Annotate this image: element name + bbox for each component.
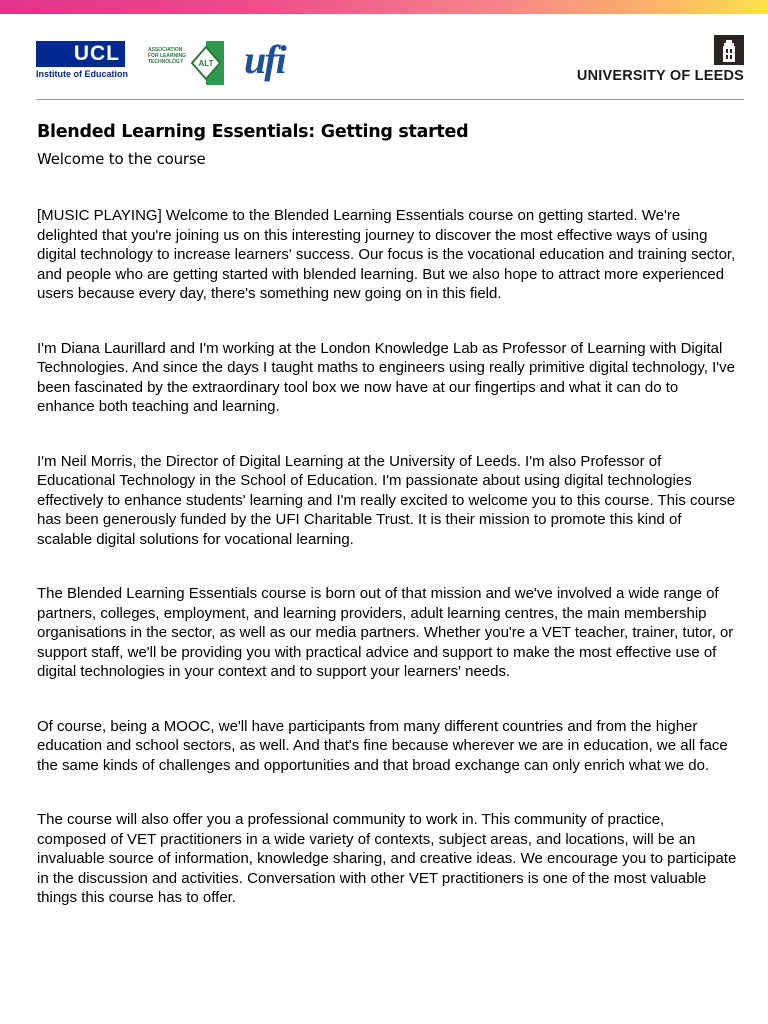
document-subtitle: Welcome to the course [37, 150, 206, 168]
alt-logo-icon [190, 41, 224, 85]
ucl-logo-mark [36, 41, 125, 67]
ufi-logo [244, 36, 296, 86]
ucl-subtitle: Institute of Education [36, 69, 128, 79]
alt-logo-mark-text: ALT [198, 59, 214, 68]
header-divider [36, 99, 744, 100]
paragraph: [MUSIC PLAYING] Welcome to the Blended Learning Essentials course on getting started. We're delighted that you're joining us on this interesting journey to discover the most effective ways of using digital technology to increase learners' success. Our focus is the vocational education and training sector, and people who are getting started with blended learning. But we also hope to attract more experienced users because every day, there's something new going on in this field. [37, 207, 736, 302]
leeds-tower-icon [714, 35, 744, 65]
paragraph: The course will also offer you a professional community to work in. This community of practice, composed of VET practitioners in a wide variety of contexts, subject areas, and locations, will be an invaluable source of information, knowledge sharing, and creative ideas. We encourage you to participate in the discussion and activities. Conversation with other VET practitioners is one of the most valuable things this course has to offer. [37, 811, 737, 906]
alt-logo [148, 41, 224, 85]
leeds-logo-text: UNIVERSITY OF LEEDS [576, 68, 744, 84]
paragraph: I'm Neil Morris, the Director of Digital Learning at the University of Leeds. I'm also Professor of Educational Technology in the School of Education. I'm passionate about using digital technologies effectively to enhance students' learning and I'm really excited to welcome you to this course. This course has been generously funded by the UFI Charitable Trust. It is their mission to promote this kind of scalable digital solutions for vocational learning. [37, 452, 736, 548]
ucl-logo-text: UCL [73, 42, 120, 65]
header-gradient-bar [0, 0, 768, 14]
ufi-logo-text: ufi [244, 37, 285, 82]
paragraph: The Blended Learning Essentials course is born out of that mission and we've involved a wide range of partners, colleges, employment, and learning providers, adult learning centres, the main membership organisations in the sector, as well as our media partners. Whether you're a VET teacher, trainer, tutor, or support staff, we'll be providing you with practical advice and support to make the most effective use of digital technologies in your context and to support your learners' needs. [37, 585, 734, 680]
partner-logos [0, 32, 768, 88]
ucl-logo [36, 41, 126, 81]
paragraph: Of course, being a MOOC, we'll have participants from many different countries and from the higher education and school sectors, as well. And that's fine because wherever we are in education, we all face the same kinds of challenges and opportunities and that broad exchange can only enrich what we do. [37, 717, 728, 774]
paragraph: I'm Diana Laurillard and I'm working at the London Knowledge Lab as Professor of Learning with Digital Technologies. And since the days I taught maths to engineers using really primitive digital technology, I've been fascinated by the extraordinary tool box we now have at our fingertips and what it can do to enhance both teaching and learning. [37, 339, 735, 415]
document-body [37, 206, 737, 943]
alt-logo-text: ASSOCIATION FOR LEARNING TECHNOLOGY [148, 47, 187, 65]
document-title: Blended Learning Essentials: Getting started [37, 122, 469, 142]
university-of-leeds-logo [574, 35, 744, 85]
